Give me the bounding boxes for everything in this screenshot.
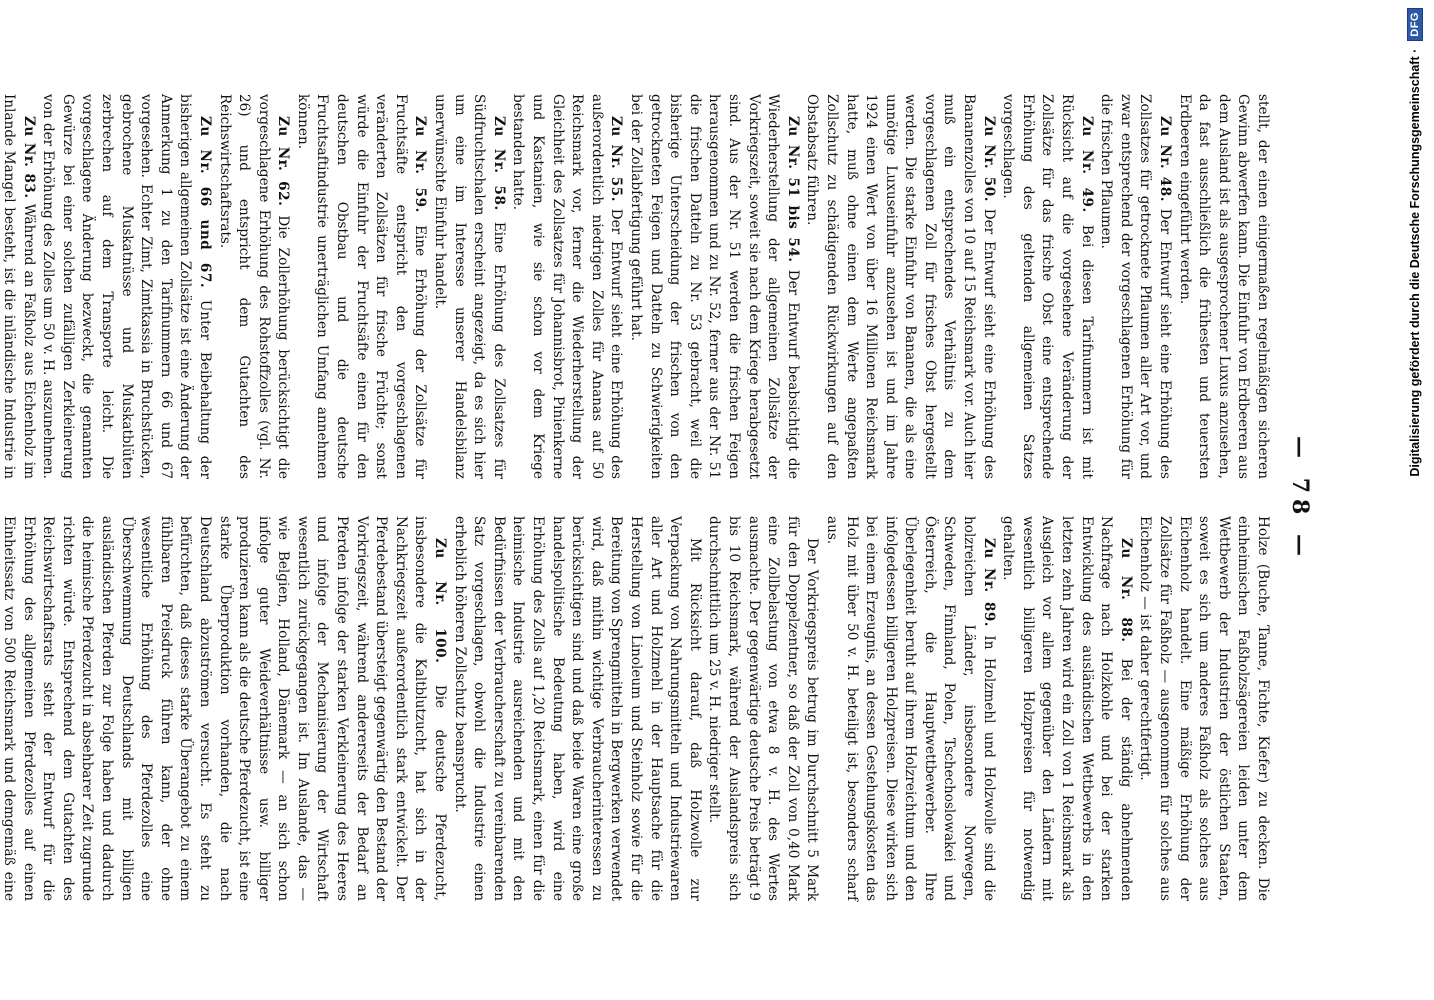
paragraph [214, 94, 292, 479]
paragraph-label: Zu Nr. 50. [980, 116, 997, 202]
paragraph-text: Eine Erhöhung der Zollsätze für Fruchtsäfte entspricht den vorgeschlagenen veränderten Zollsätzen für frische Früchte; sonst würde die Einfuhr der Fruchtsäfte einen für den deutschen Obstbau und die deutsche Fruchtsaftindustrie unerträglichen Umfang annehmen können. [294, 94, 429, 479]
paragraph-text: Der Entwurf sieht eine Erhöhung des Bananenzolles von 10 auf 15 Reichsmark vor. Auch hier muß ein entsprechendes Verhältnis zu dem vorgeschlagenen Zoll für frisches Obst hergestellt werden. Die starke Einfuhr von Bananen, die als eine unnötige Luxuseinfuhr anzusehen ist und im Jahre 1924 einen Wert von über 16 Millionen Reichsmark hatte, muß ohne einen dem Werte angepaßten Zollschutz zu schädigenden Rückwirkungen auf den Obstabsatz führen. [804, 94, 997, 480]
paragraph-text: stellt, der einen einigermaßen regelmäßigen sicheren Gewinn abwerfen kann. Die Einfuhr von Erdbeeren aus dem Ausland ist als ausgesprochener Luxus anzusehen, da fast ausschließlich die frühesten und teuersten Erdbeeren eingeführt werden. [1176, 94, 1271, 479]
paragraph-label: Zu Nr. 58. [490, 116, 507, 211]
rotated-page-frame [1, 94, 1320, 904]
paragraph-text: Der Entwurf beabsichtigt die Wiederherstellung der allgemeinen Zollsätze der Vorkriegszeit, soweit sie nach dem Kriege herabgesetzt sind. Aus der Nr. 51 werden die frischen Feigen herausgenommen und zu Nr. 52, ferner aus der Nr. 51 die frischen Datteln zu Nr. 53 gebracht, weil die bisherige Unterscheidung der frischen von den getrockneten Feigen und Datteln zu Schwierigkeiten bei der Zollabfertigung geführt hat. [628, 94, 801, 480]
dfg-logo: DFG [1407, 8, 1423, 41]
paragraph-label: Zu Nr. 49. [1078, 116, 1095, 213]
paragraph-label: Zu Nr. 62. [275, 116, 292, 207]
digitization-credit-line [1402, 8, 1428, 992]
paragraph-label: Zu Nr. 48. [1157, 116, 1174, 202]
paragraph [704, 516, 822, 901]
paragraph-text: Die deutsche Pferdezucht, insbesondere die Kaltblutzucht, hat sich in der Nachkriegszeit außerordentlich stark entwickelt. Der Pferdebestand übersteigt gegenwärtig den Bestand der Vorkriegszeit, während andererseits der Bedarf an Pferden infolge der starken Verkleinerung des Heeres und infolge der Mechanisierung der Wirtschaft wesentlich zurückgegangen ist. Im Auslande, das — wie Belgien, Holland, Dänemark — an sich schon infolge guter Weideverhältnisse usw. billiger produzieren kann als die deutsche Pferdezucht, ist eine starke Überproduktion vorhanden, die nach Deutschland abzuströmen versucht. Es steht zu befürchten, daß dieses starke Überangebot zu einem fühlbaren Preisdruck führen kann, der ohne wesentliche Erhöhung des Pferdezolles eine Überschwemmung Deutschlands mit billigen ausländischen Pferden zur Folge haben und dadurch die heimische Pferdezucht in absehbarer Zeit zugrunde richten würde. Entsprechend dem Gutachten des Reichswirtschaftsrats steht der Entwurf für die Erhöhung des allgemeinen Pferdezolles auf einen Einheitssatz von 500 Reichsmark und demgemäß eine [1, 516, 449, 901]
paragraph [821, 516, 997, 901]
paragraph [0, 516, 449, 901]
paragraph-text: Holze (Buche, Tanne, Fichte, Kiefer) zu decken. Die einheimischen Faßholzsägereien leiden unter dem Wettbewerb der Industrien der östlichen Staaten, soweit es sich um anderes Faßholz als solches aus Eichenholz handelt. Eine mäßige Erhöhung der Zollsätze für Faßholz — ausgenommen für solches aus Eichenholz — ist daher gerechtfertigt. [1137, 516, 1271, 901]
paragraph-label: Zu Nr. 83. [20, 116, 37, 199]
page-number-header: — 78 — [1287, 436, 1313, 562]
digitization-credit-sidebar [1402, 8, 1428, 992]
paragraph-text: Unter Beibehaltung der bisherigen allgemeinen Zollsätze ist eine Änderung der Anmerkung 1 zu den Tarifnummern 66 und 67 vorgesehen. Echter Zimt, Zimtkassia in Bruchstücken, gebrochene Muskatnüsse und Muskatblüten zerbrechen auf dem Transporte leicht. Die vorgeschlagene Änderung bezweckt, die genannten Gewürze bei einer solchen zufälligen Zerkleinerung von der Erhöhung des Zolles um 50 v. H. auszunehmen. [40, 94, 213, 479]
paragraph-text: Der Entwurf sieht eine Erhöhung des außerordentlich niedrigen Zolles für Ananas auf 50 Reichsmark vor, ferner die Wiederherstellung der Gleichheit des Zollsatzes für Johannisbrot, Pinienkerne und Kastanien, wie sie schon vor dem Kriege bestanden hatte. [510, 94, 625, 480]
paragraph [1174, 94, 1272, 479]
paragraph-text: Eine Erhöhung des Zollsatzes für Südfruchtschalen erscheint angezeigt, da es sich hier um eine im Interesse unserer Handelsbilanz unerwünschte Einfuhr handelt. [432, 94, 507, 479]
paragraph [1096, 94, 1174, 479]
right-text-column [1, 516, 1272, 901]
paragraph-text: Mit Rücksicht darauf, daß Holzwolle zur Verpackung von Nahrungsmitteln und Industriewaren aller Art und Holzmehl in der Hauptsache für die Herstellung von Linoleum und Steinholz sowie für die Bereitung von Sprengmitteln in Bergwerken verwendet wird, daß mithin wichtige Verbraucherinteressen zu berücksichtigen sind und daß beide Waren eine große handelspolitische Bedeutung haben, wird eine Erhöhung des Zolls auf 1,20 Reichsmark, einen für die heimische Industrie ausreichenden und mit den Bedürfnissen der Verbraucherschaft zu vereinbarenden Satz vorgeschlagen, obwohl die Industrie einen erheblich höheren Zollschutz beansprucht. [451, 516, 703, 901]
left-text-column [1, 94, 1272, 480]
paragraph-text: Bei der ständig abnehmenden Nachfrage nach Holzkohle und bei der starken Entwicklung des ausländischen Wettbewerbs in den letzten zehn Jahren wird ein Zoll von 1 Reichsmark als Ausgleich vor allem gegenüber den Ländern mit wesentlich billigeren Holzpreisen für notwendig gehalten. [1000, 516, 1134, 901]
rotated-page-content [1, 94, 1320, 904]
paragraph [38, 94, 214, 479]
paragraph [0, 94, 38, 479]
digitization-credit-text: Digitalisierung gefördert durch die Deutsche Forschungsgemeinschaft · [1408, 48, 1422, 477]
paragraph-label: Zu Nr. 88. [1117, 538, 1134, 643]
paragraph [998, 516, 1135, 901]
paragraph-label: Zu Nr. 66 und 67. [196, 116, 213, 289]
paragraph [508, 94, 626, 479]
paragraph [998, 94, 1096, 479]
paragraph [625, 94, 801, 479]
paragraph-text: In Holzmehl und Holzwolle sind die holzreichen Länder, insbesondere Norwegen, Schweden, Finnland, Polen, Tschechoslowakei und Österreich, die Hauptwettbewerber. Ihre Überlegenheit beruht auf ihrem Holzreichtum und den infolgedessen billigeren Holzpreisen. Diese wirken sich bei einem Erzeugnis, an dessen Gestehungskosten das Holz mit über 50 v. H. beteiligt ist, besonders scharf aus. [823, 516, 997, 901]
paragraph [429, 94, 507, 479]
paragraph-label: Zu Nr. 51 bis 54. [784, 116, 801, 263]
paragraph [802, 94, 998, 479]
paragraph-text: Die Zollerhöhung berücksichtigt die vorgeschlagene Erhöhung des Rohstoffzolles (vgl. Nr. 26) und entspricht dem Gutachten des Reichswirtschaftsrats. [216, 94, 292, 479]
paragraph [1135, 516, 1272, 901]
paragraph-label: Zu Nr. 89. [980, 538, 997, 628]
paragraph-text: Bei diesen Tarifnummern ist mit Rücksicht auf die vorgesehene Veränderung der Zollsätze für das frische Obst eine entsprechende Erhöhung des geltenden allgemeinen Satzes vorgeschlagen. [1000, 94, 1095, 479]
paragraph-label: Zu Nr. 100. [432, 538, 449, 664]
paragraph-label: Zu Nr. 59. [412, 116, 429, 213]
paragraph-text: Während an Faßholz aus Eichenholz im Inlande Mangel besteht, ist die inländische Industrie in [1, 94, 37, 480]
paragraph-text: Der Entwurf sieht eine Erhöhung des Zollsatzes für getrocknete Pflaumen aller Art vor, und zwar entsprechend der vorgeschlagenen Erhöhung für die frischen Pflaumen. [1098, 94, 1174, 480]
paragraph [292, 94, 429, 479]
paragraph-text: Der Vorkriegspreis betrug im Durchschnitt 5 Mark für den Doppelzentner, so daß der Zoll von 0,40 Mark eine Zollbelastung von etwa 8 v. H. des Wertes ausmachte. Der gegenwärtige deutsche Preis beträgt 9 bis 10 Reichsmark, während der Auslandspreis sich durchschnittlich um 25 v. H. niedriger stellt. [706, 516, 821, 901]
paragraph [449, 516, 704, 901]
paragraph-label: Zu Nr. 55. [608, 116, 625, 202]
